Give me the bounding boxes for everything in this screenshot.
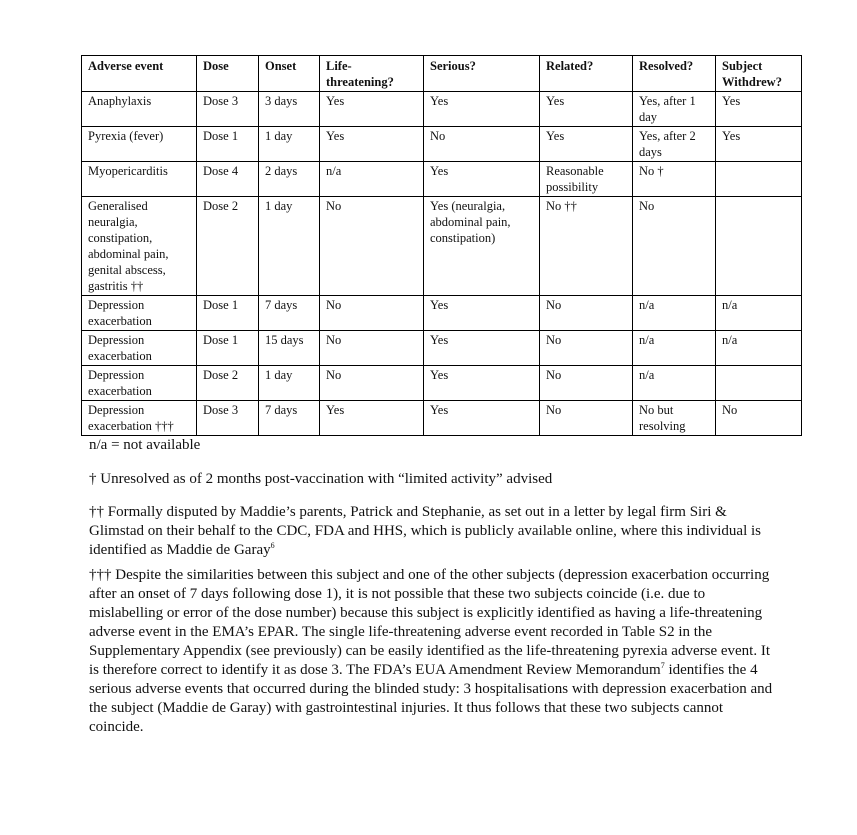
table-cell: 2 days: [259, 162, 320, 197]
table-cell: No: [716, 401, 802, 436]
column-header: Resolved?: [633, 56, 716, 92]
reference-6: 6: [270, 541, 275, 550]
table-body: [82, 92, 802, 436]
table-row: [82, 92, 802, 127]
table-cell: [716, 366, 802, 401]
column-header: Dose: [197, 56, 259, 92]
table-cell: Yes: [320, 92, 424, 127]
table-cell: No but resolving: [633, 401, 716, 436]
reference-7: 7: [660, 661, 665, 670]
table-cell: [716, 162, 802, 197]
table-cell: Depression exacerbation: [82, 331, 197, 366]
note-dagger-2-text: †† Formally disputed by Maddie’s parents, Patrick and Stephanie, as set out in a letter by legal firm Siri & Glimstad on their behalf to the CDC, FDA and HHS, which is publicly available online, where this individual is identified as Maddie de Garay: [89, 504, 761, 558]
table-row: [82, 366, 802, 401]
table-cell: 7 days: [259, 296, 320, 331]
table-cell: Yes: [424, 92, 540, 127]
column-header: Related?: [540, 56, 633, 92]
table-row: [82, 401, 802, 436]
table-cell: No ††: [540, 197, 633, 296]
table-cell: 3 days: [259, 92, 320, 127]
table-cell: Dose 3: [197, 401, 259, 436]
table-cell: Yes: [424, 366, 540, 401]
table-cell: Yes: [320, 127, 424, 162]
table-cell: Yes, after 2 days: [633, 127, 716, 162]
table-cell: Dose 1: [197, 331, 259, 366]
table-cell: Pyrexia (fever): [82, 127, 197, 162]
table-cell: Depression exacerbation †††: [82, 401, 197, 436]
table-row: [82, 296, 802, 331]
table-cell: Depression exacerbation: [82, 366, 197, 401]
column-header: Life-threatening?: [320, 56, 424, 92]
column-header: Serious?: [424, 56, 540, 92]
table-cell: n/a: [716, 331, 802, 366]
table-row: [82, 162, 802, 197]
table-cell: Dose 3: [197, 92, 259, 127]
note-na: n/a = not available: [89, 437, 201, 453]
adverse-events-table: [81, 55, 802, 436]
note-dagger-3-text-b: identifies the 4 serious adverse events that occurred during the blinded study: 3 hospitalisations with depression exacerbation and the subject (Maddie de Garay) with gastrointestinal injuries. It thus follows that these two subjects cannot coincide.: [89, 662, 773, 735]
table-cell: Yes: [424, 162, 540, 197]
table-cell: Yes: [540, 92, 633, 127]
table-cell: No: [540, 296, 633, 331]
table-cell: No †: [633, 162, 716, 197]
note-dagger-1: † Unresolved as of 2 months post-vaccination with “limited activity” advised: [89, 471, 553, 487]
table-cell: Reasonable possibility: [540, 162, 633, 197]
table-row: [82, 127, 802, 162]
table-cell: Generalised neuralgia, constipation, abdominal pain, genital abscess, gastritis ††: [82, 197, 197, 296]
note-dagger-3: [89, 566, 779, 737]
table-cell: Dose 1: [197, 127, 259, 162]
column-header: Onset: [259, 56, 320, 92]
table-cell: No: [320, 331, 424, 366]
table-cell: No: [424, 127, 540, 162]
table-cell: n/a: [633, 296, 716, 331]
table-cell: Yes: [540, 127, 633, 162]
note-dagger-2: [89, 503, 779, 560]
table-cell: Dose 2: [197, 366, 259, 401]
table-cell: Yes: [424, 401, 540, 436]
table-cell: n/a: [633, 331, 716, 366]
table-cell: No: [320, 296, 424, 331]
table-header-row: [82, 56, 802, 92]
table-cell: Dose 2: [197, 197, 259, 296]
table-row: [82, 197, 802, 296]
table-cell: Yes: [320, 401, 424, 436]
table-cell: Depression exacerbation: [82, 296, 197, 331]
table-cell: 1 day: [259, 197, 320, 296]
table-cell: [716, 197, 802, 296]
table-cell: Anaphylaxis: [82, 92, 197, 127]
table-cell: Yes, after 1 day: [633, 92, 716, 127]
table-cell: Yes (neuralgia, abdominal pain, constipation): [424, 197, 540, 296]
table-cell: 7 days: [259, 401, 320, 436]
table-cell: Yes: [716, 127, 802, 162]
table-cell: Yes: [424, 331, 540, 366]
table-cell: No: [540, 366, 633, 401]
table-cell: n/a: [633, 366, 716, 401]
table-cell: Dose 1: [197, 296, 259, 331]
column-header: Subject Withdrew?: [716, 56, 802, 92]
table-cell: No: [320, 366, 424, 401]
table-cell: No: [320, 197, 424, 296]
column-header: Adverse event: [82, 56, 197, 92]
table-cell: 1 day: [259, 127, 320, 162]
table-cell: n/a: [716, 296, 802, 331]
table-cell: No: [633, 197, 716, 296]
table-row: [82, 331, 802, 366]
table-cell: No: [540, 401, 633, 436]
table-cell: Myopericarditis: [82, 162, 197, 197]
table-cell: Dose 4: [197, 162, 259, 197]
note-dagger-3-text-a: ††† Despite the similarities between this subject and one of the other subjects (depression exacerbation occurring after an onset of 7 days following dose 1), it is not possible that these two subjects coincide (i.e. due to mislabelling or error of the dose number) because this subject is explicitly identified as having a life-threatening adverse event in the EMA’s EPAR. The single life-threatening adverse event recorded in Table S2 in the Supplementary Appendix (see previously) can be easily identified as the life-threatening pyrexia adverse event. It is therefore correct to identify it as dose 3. The FDA’s EUA Amendment Review Memorandum: [89, 567, 771, 678]
table-cell: Yes: [424, 296, 540, 331]
table-cell: 15 days: [259, 331, 320, 366]
table-cell: Yes: [716, 92, 802, 127]
table-cell: 1 day: [259, 366, 320, 401]
table-cell: No: [540, 331, 633, 366]
table-cell: n/a: [320, 162, 424, 197]
